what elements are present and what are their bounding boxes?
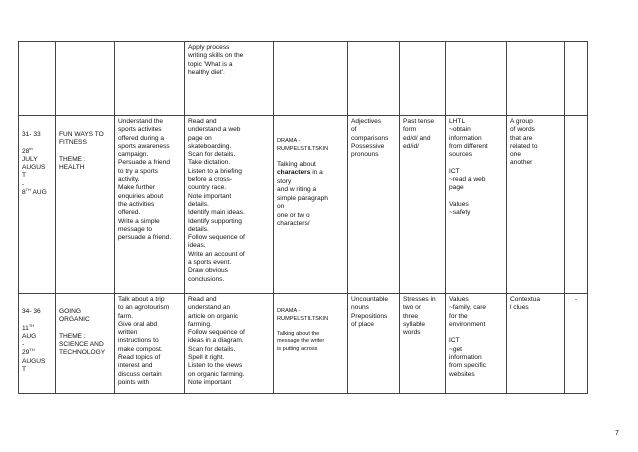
- week-end-date: 29TH: [22, 347, 35, 357]
- week-cell: [19, 294, 56, 394]
- grammar-cell: Adjectives of comparisons Possessive pronouns: [348, 116, 400, 294]
- week-start-rest: AUG -: [22, 332, 37, 349]
- week-range: 31- 33: [22, 131, 41, 138]
- sound-system-cell: Stresses in two or three syllable words: [400, 294, 446, 394]
- extra-cell: [565, 116, 588, 294]
- sound-system-cell: Past tense form ed/d/ and ed/id/: [400, 116, 446, 294]
- week-start-rest: JULY AUGUS T -: [22, 155, 46, 188]
- week-range: 34- 36: [22, 308, 41, 315]
- hots-cell: Values ~family, care for the environment ICT ~get information from specific websites: [446, 294, 507, 394]
- week-start-date: 28th: [22, 145, 33, 155]
- listening-speaking-cell: Understand the sports activites offered during a sports awareness campaign. Persuade a friend to try a sports activity. Make further enquiries about the activities offered. Write a simple message to persuade a friend.: [115, 116, 185, 294]
- table-cell-reading: Apply process writing skills on the topic 'What is a healthy diet'.: [185, 42, 274, 116]
- table-row: [19, 294, 588, 394]
- scheme-of-work-table: [18, 41, 588, 394]
- table-cell: [400, 42, 446, 116]
- table-cell: [446, 42, 507, 116]
- table-cell: [507, 42, 565, 116]
- table-cell: [115, 42, 185, 116]
- extra-cell: -: [565, 294, 588, 394]
- hots-cell: LHTL ~obtain information from different sources ICT ~read a web page Values ~safety: [446, 116, 507, 294]
- literature-cell: DRAMA - RUMPELSTILTSKIN Talking about the message the writer is putting across: [274, 294, 348, 394]
- table-cell: [274, 42, 348, 116]
- table-cell: [56, 42, 115, 116]
- grammar-cell: Uncountable nouns Prepositions of place: [348, 294, 400, 394]
- table-row: [19, 42, 588, 116]
- table-cell: [348, 42, 400, 116]
- vocabulary-cell: Contextua l clues: [507, 294, 565, 394]
- listening-speaking-cell: Talk about a trip to an agrotourism farm. Give oral abd written instructions to make compost. Read topics of interest and discuss certain points with: [115, 294, 185, 394]
- reading-writing-cell: Read and understand an article on organic farming. Follow sequence of ideas in a diagram. Scan for details. Spell it right. Listen to the views on organic farming. Note important: [185, 294, 274, 394]
- page-number: 7: [615, 430, 619, 437]
- week-end-date: 8TH AUG: [22, 186, 47, 197]
- table-row: [19, 116, 588, 294]
- table-cell: [565, 42, 588, 116]
- reading-writing-cell: Read and understand a web page on skateboarding. Scan for details. Take dictation. Listen to a briefing before a cross- country race. Note important details. Identify main ideas. Identify supporting details. Follow sequence of ideas. Write an account of a sports event. Draw obvious conclusions.: [185, 116, 274, 294]
- week-start-date: 11TH: [22, 322, 35, 332]
- table-cell: [19, 42, 56, 116]
- week-end-rest: AUGUS T: [22, 357, 46, 374]
- theme-cell: FUN WAYS TO FITNESS THEME : HEALTH: [56, 116, 115, 294]
- vocabulary-cell: A group of words that are related to one another: [507, 116, 565, 294]
- literature-activity: Talking about the message the writer is putting across: [277, 330, 325, 352]
- week-cell: [19, 116, 56, 294]
- literature-activity: Talking about characters in a story and w riting a simple paragraph on one or tw o characters/: [277, 160, 328, 227]
- theme-cell: GOING ORGANIC THEME : SCIENCE AND TECHNOLOGY: [56, 294, 115, 394]
- literature-cell: DRAMA - RUMPELSTILTSKIN Talking about characters in a story and w riting a simple paragraph on one or tw o characters/: [274, 116, 348, 294]
